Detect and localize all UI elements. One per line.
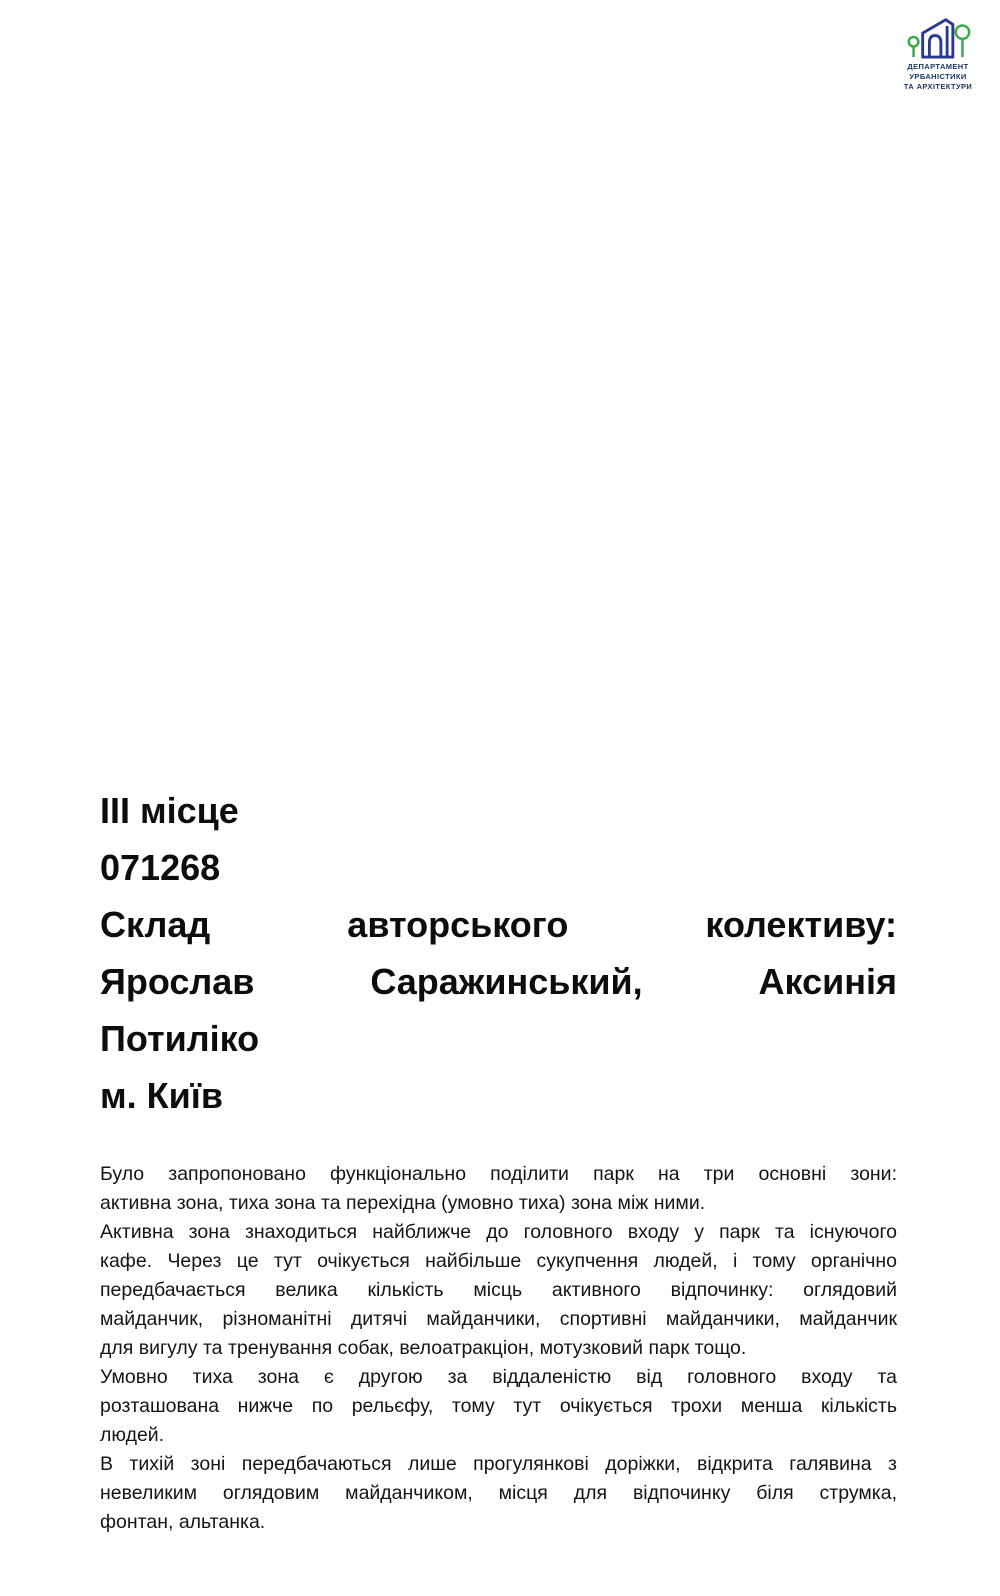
logo-caption-line: ДЕПАРТАМЕНТ	[907, 62, 969, 71]
body-text-line: для вигулу та тренування собак, велоатракціон, мотузковий парк тощо.	[100, 1337, 747, 1359]
logo-caption-line: ТА АРХІТЕКТУРИ	[903, 82, 973, 91]
heading-line-authors-1: Ярослав Саражинський, Аксинія	[100, 961, 897, 1002]
department-logo	[896, 13, 980, 92]
heading-line-city: м. Київ	[100, 1075, 223, 1116]
body-text-line: Активна зона знаходиться найближче до головного входу у парк та існуючого	[100, 1221, 897, 1243]
body-text-line: Умовно тиха зона є другою за віддаленістю від головного входу та	[100, 1366, 897, 1388]
building-arch-with-trees-icon	[905, 13, 971, 59]
body-text-line: кафе. Через це тут очікується найбільше сукупчення людей, і тому органічно	[100, 1250, 897, 1272]
logo-caption-line: УРБАНІСТИКИ	[909, 72, 967, 81]
heading-line-place: ІІІ місце	[100, 790, 239, 831]
body-text-line: невеликим оглядовим майданчиком, місця для відпочинку біля струмка,	[100, 1482, 897, 1504]
project-description	[100, 1160, 897, 1537]
body-text-line: розташована нижче по рельєфу, тому тут очікується трохи менша кількість	[100, 1395, 897, 1417]
body-text-line: майданчик, різноманітні дитячі майданчики, спортивні майданчики, майданчик	[100, 1308, 897, 1330]
body-text-line: активна зона, тиха зона та перехідна (умовно тиха) зона між ними.	[100, 1192, 706, 1214]
heading-line-authors-2: Потиліко	[100, 1018, 260, 1059]
entry-heading	[100, 782, 897, 1124]
heading-line-team-label: Склад авторського колективу:	[100, 904, 897, 945]
body-text-line: людей.	[100, 1424, 165, 1446]
body-text-line: фонтан, альтанка.	[100, 1511, 266, 1533]
body-text-line: Було запропоновано функціонально поділити парк на три основні зони:	[100, 1163, 897, 1185]
body-text-line: В тихій зоні передбачаються лише прогулянкові доріжки, відкрита галявина з	[100, 1453, 897, 1475]
heading-line-entry-code: 071268	[100, 847, 221, 888]
body-text-line: передбачається велика кількість місць активного відпочинку: оглядовий	[100, 1279, 897, 1301]
